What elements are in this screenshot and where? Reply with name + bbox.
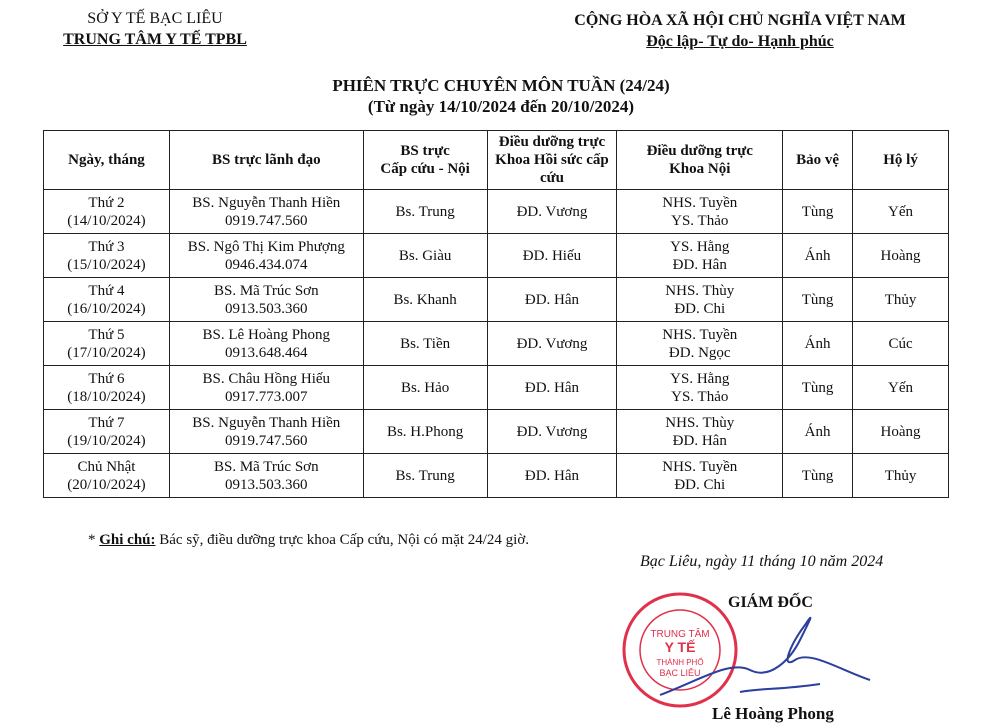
cell-text-guard: Ánh [804,423,831,440]
cell-text-date: (17/10/2024) [67,344,146,361]
cell-text-date: (18/10/2024) [67,388,146,405]
cell-text-er: Bs. H.Phong [386,423,464,440]
table-cell [853,410,949,454]
cell-text-day: Thứ 7 [88,414,125,431]
cell-text-er: Bs. Khanh [393,291,457,308]
note-text: Bác sỹ, điều dưỡng trực khoa Cấp cứu, Nội có mặt 24/24 giờ. [155,532,530,548]
table-body [44,190,949,498]
table-cell [363,322,487,366]
cell-text-icu: ĐD. Vương [516,335,588,352]
cell-text-day: Thứ 6 [88,370,125,387]
table-cell [853,322,949,366]
cell-text-leader: BS. Nguyễn Thanh Hiền [192,414,341,431]
column-header-text: Điều dưỡng trực [646,143,753,159]
cell-text-aide: Thủy [884,467,917,484]
cell-text-leader: BS. Ngô Thị Kim Phượng [187,238,345,255]
cell-text-date: (20/10/2024) [67,476,146,493]
table-cell [617,234,783,278]
table-cell [487,190,617,234]
cell-text-aide: Hoàng [880,247,921,264]
cell-text-day: Chủ Nhật [77,458,136,475]
table-cell [44,366,170,410]
cell-text-nurse1: NHS. Tuyền [662,458,738,475]
signer-name: Lê Hoàng Phong [712,704,834,723]
table-row [44,366,949,410]
table-cell [363,234,487,278]
column-header [44,131,170,190]
cell-text-guard: Ánh [804,247,831,264]
table-cell [487,322,617,366]
table-cell [44,278,170,322]
table-cell [617,278,783,322]
cell-text-leader: BS. Mã Trúc Sơn [213,458,319,475]
column-header-text: Điều dưỡng trực [498,134,606,150]
cell-text-nurse1: YS. Hằng [670,370,730,387]
cell-text-icu: ĐD. Hân [524,467,580,484]
table-row [44,322,949,366]
table-row [44,234,949,278]
table-row [44,454,949,498]
director-title: GIÁM ĐỐC [728,594,813,611]
column-header [169,131,363,190]
cell-text-guard: Ánh [804,335,831,352]
cell-text-leader: BS. Nguyễn Thanh Hiền [192,194,341,211]
table-cell [783,322,853,366]
cell-text-leader: BS. Lê Hoàng Phong [202,326,331,343]
cell-text-phone: 0917.773.007 [225,388,308,405]
stamp-line4: BẠC LIÊU [659,668,701,678]
national-header [530,10,950,52]
table-cell [44,454,170,498]
cell-text-nurse2: ĐD. Ngọc [668,344,731,361]
column-header-text: Ngày, tháng [68,152,145,168]
table-cell [169,278,363,322]
table-cell [169,366,363,410]
table-cell [44,190,170,234]
table-cell [487,278,617,322]
table-cell [853,278,949,322]
table-cell [617,322,783,366]
signature [640,600,880,710]
cell-text-guard: Tùng [801,379,834,396]
cell-text-phone: 0919.747.560 [225,212,308,229]
table-cell [169,322,363,366]
table-cell [617,410,783,454]
cell-text-day: Thứ 3 [88,238,125,255]
agency-header [30,8,280,50]
cell-text-date: (16/10/2024) [67,300,146,317]
note-prefix: * [88,532,100,548]
column-header-text: Cấp cứu - Nội [380,161,470,177]
cell-text-day: Thứ 5 [88,326,125,343]
issue-date: Bạc Liêu, ngày 11 tháng 10 năm 2024 [640,553,884,570]
cell-text-icu: ĐD. Hân [524,291,580,308]
cell-text-er: Bs. Trung [395,467,455,484]
cell-text-nurse2: ĐD. Hân [672,256,727,273]
stamp-line1: TRUNG TÂM [650,629,710,640]
column-header-text: Hộ lý [883,152,918,168]
cell-text-er: Bs. Hảo [400,379,450,396]
table-row [44,278,949,322]
table-cell [363,454,487,498]
title-line1: PHIÊN TRỰC CHUYÊN MÔN TUẦN (24/24) [332,76,670,95]
cell-text-icu: ĐD. Vương [516,203,588,220]
column-header-text: BS trực [400,143,450,159]
table-cell [44,322,170,366]
cell-text-date: (14/10/2024) [67,212,146,229]
table-cell [853,454,949,498]
table-cell [487,234,617,278]
cell-text-phone: 0919.747.560 [225,432,308,449]
column-header [617,131,783,190]
table-cell [853,366,949,410]
column-header [487,131,617,190]
table-cell [44,234,170,278]
table-cell [617,190,783,234]
cell-text-guard: Tùng [801,467,834,484]
cell-text-aide: Thủy [884,291,917,308]
table-row [44,410,949,454]
cell-text-nurse1: NHS. Thùy [665,414,735,431]
cell-text-nurse2: ĐD. Chi [674,476,726,493]
document-title [0,75,1002,117]
ministry-name: SỞ Y TẾ BẠC LIÊU [87,10,223,27]
table-cell [363,190,487,234]
cell-text-nurse2: ĐD. Chi [674,300,726,317]
cell-text-er: Bs. Tiền [400,335,451,352]
cell-text-nurse2: YS. Thảo [671,212,729,229]
cell-text-phone: 0913.503.360 [225,476,308,493]
cell-text-nurse1: NHS. Tuyền [662,194,738,211]
table-cell [783,190,853,234]
column-header-text: Khoa Nội [669,161,731,177]
cell-text-nurse2: YS. Thảo [671,388,729,405]
table-cell [169,234,363,278]
cell-text-icu: ĐD. Hân [524,379,580,396]
cell-text-phone: 0913.503.360 [225,300,308,317]
table-cell [783,278,853,322]
title-line2: (Từ ngày 14/10/2024 đến 20/10/2024) [367,97,635,116]
cell-text-er: Bs. Giàu [398,247,452,264]
table-cell [44,410,170,454]
cell-text-leader: BS. Châu Hồng Hiếu [202,370,331,387]
cell-text-phone: 0946.434.074 [225,256,308,273]
cell-text-aide: Hoàng [880,423,921,440]
cell-text-icu: ĐD. Hiếu [522,247,582,264]
column-header-text: Bảo vệ [796,152,840,168]
cell-text-guard: Tùng [801,291,834,308]
table-cell [169,190,363,234]
cell-text-day: Thứ 4 [88,282,125,299]
cell-text-icu: ĐD. Vương [516,423,588,440]
note-label: Ghi chú: [99,532,156,548]
cell-text-day: Thứ 2 [88,194,125,211]
table-cell [487,366,617,410]
cell-text-aide: Cúc [888,335,913,352]
table-cell [783,234,853,278]
table-cell [169,454,363,498]
national-title: CỘNG HÒA XÃ HỘI CHỦ NGHĨA VIỆT NAM [574,12,906,29]
cell-text-aide: Yến [888,379,914,396]
cell-text-phone: 0913.648.464 [225,344,308,361]
duty-schedule-table [43,130,949,498]
table-row [44,190,949,234]
table-cell [487,410,617,454]
table-header-row [44,131,949,190]
cell-text-aide: Yến [888,203,914,220]
stamp-line2: Y TẾ [664,639,696,655]
cell-text-nurse2: ĐD. Hân [672,432,727,449]
table-cell [617,366,783,410]
table-cell [617,454,783,498]
column-header-text: BS trực lãnh đạo [211,152,321,168]
table-cell [487,454,617,498]
column-header [783,131,853,190]
cell-text-date: (15/10/2024) [67,256,146,273]
table-cell [853,190,949,234]
column-header-text: cứu [539,170,564,186]
cell-text-nurse1: NHS. Thùy [665,282,735,299]
cell-text-date: (19/10/2024) [67,432,146,449]
note [88,532,529,549]
column-header-text: Khoa Hồi sức cấp [495,152,609,168]
cell-text-nurse1: YS. Hằng [670,238,730,255]
stamp-line3: THÀNH PHỐ [656,658,704,667]
column-header [853,131,949,190]
cell-text-nurse1: NHS. Tuyền [662,326,738,343]
cell-text-er: Bs. Trung [395,203,455,220]
table-cell [783,366,853,410]
cell-text-guard: Tùng [801,203,834,220]
table-cell [783,410,853,454]
table-cell [853,234,949,278]
table-cell [783,454,853,498]
table-cell [169,410,363,454]
column-header [363,131,487,190]
cell-text-leader: BS. Mã Trúc Sơn [213,282,319,299]
table-cell [363,366,487,410]
center-name: TRUNG TÂM Y TẾ TPBL [63,31,247,48]
table-cell [363,410,487,454]
table-cell [363,278,487,322]
national-motto: Độc lập- Tự do- Hạnh phúc [646,33,834,50]
